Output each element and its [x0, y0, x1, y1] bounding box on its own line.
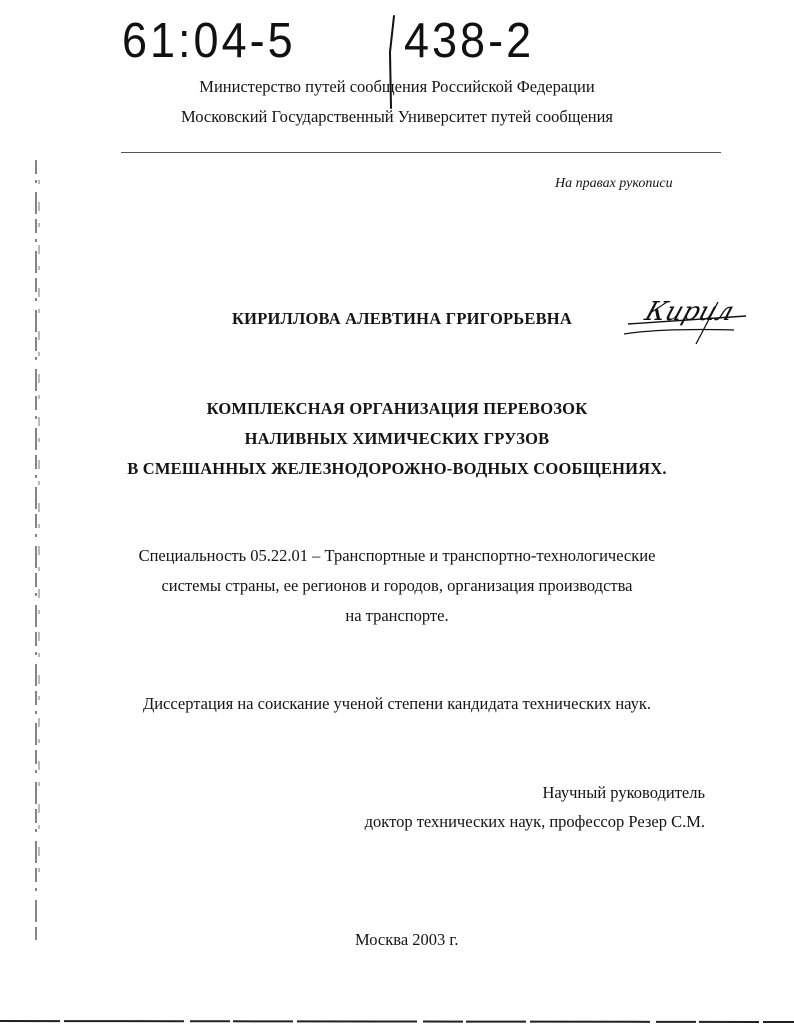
author-signature — [622, 294, 762, 348]
dissertation-line: Диссертация на соискание ученой степени кандидата технических наук. — [142, 694, 652, 713]
archive-code-part-b: 438-2 — [404, 12, 535, 69]
advisor-name: доктор технических наук, профессор Резер С.М. — [364, 812, 705, 831]
specialty-line-2: системы страны, ее регионов и городов, организация производства — [161, 576, 633, 595]
advisor-role: Научный руководитель — [542, 783, 705, 802]
archive-code-part-a: 61:04-5 — [122, 12, 296, 69]
author-name: КИРИЛЛОВА АЛЕВТИНА ГРИГОРЬЕВНА — [232, 309, 572, 328]
title-line-1: КОМПЛЕКСНАЯ ОРГАНИЗАЦИЯ ПЕРЕВОЗОК — [206, 399, 588, 418]
title-line-3: В СМЕШАННЫХ ЖЕЛЕЗНОДОРОЖНО-ВОДНЫХ СООБЩЕНИЯХ. — [127, 459, 667, 478]
specialty-line-1: Специальность 05.22.01 – Транспортные и транспортно-технологические — [138, 546, 656, 565]
scan-binding-edge — [30, 160, 42, 940]
title-line-2: НАЛИВНЫХ ХИМИЧЕСКИХ ГРУЗОВ — [244, 429, 550, 448]
university-line: Московский Государственный Университет путей сообщения — [180, 107, 614, 126]
scan-bottom-edge — [0, 1016, 794, 1025]
rights-note: На правах рукописи — [555, 176, 673, 191]
city-year: Москва 2003 г. — [355, 930, 459, 949]
ministry-line: Министерство путей сообщения Российской Федерации — [199, 77, 595, 96]
svg-text:Кирил: Кирил — [641, 296, 738, 327]
header-divider — [121, 152, 721, 153]
specialty-line-3: на транспорте. — [345, 606, 449, 625]
handwritten-slash-icon — [382, 12, 404, 112]
